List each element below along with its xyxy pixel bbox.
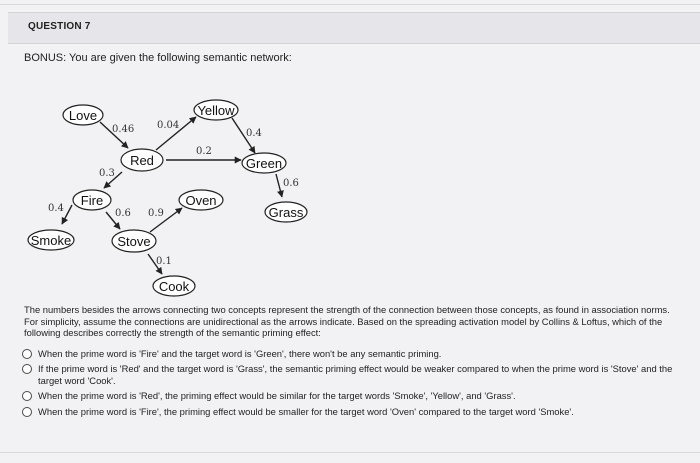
node-smoke: [28, 230, 74, 250]
answer-option-1-label: When the prime word is 'Fire' and the target word is 'Green', there won't be any semantic priming.: [38, 348, 442, 359]
weight-fire-stove: 0.6: [115, 208, 131, 219]
node-fire: [73, 190, 111, 210]
edge-green-grass: [276, 174, 282, 197]
answer-option-2[interactable]: [22, 363, 682, 386]
node-love-label: Love: [68, 108, 98, 123]
node-stove: [112, 230, 156, 252]
bottom-divider: [0, 452, 700, 453]
node-stove-label: Stove: [117, 234, 151, 249]
weight-red-green: 0.2: [196, 146, 212, 157]
node-cook-label: Cook: [158, 279, 190, 294]
answer-options: [22, 348, 682, 421]
node-yellow-label: Yellow: [197, 103, 235, 118]
weight-stove-cook: 0.1: [156, 256, 172, 267]
question-header-bar: [8, 12, 700, 44]
node-love: [63, 105, 103, 125]
answer-option-4-label: When the prime word is 'Fire', the priming effect would be smaller for the target word 'Oven' compared to the target word 'Smoke'.: [38, 405, 574, 417]
weight-love-red: 0.46: [112, 124, 135, 135]
radio-button-icon[interactable]: [22, 349, 32, 359]
weight-red-yellow: 0.04: [157, 120, 180, 131]
radio-button-icon[interactable]: [22, 364, 32, 374]
answer-option-4[interactable]: [22, 406, 682, 417]
question-title: QUESTION 7: [28, 21, 91, 32]
answer-option-2-label: If the prime word is 'Red' and the target word is 'Grass', the semantic priming effect would be weaker compared to when the prime word is 'Stove' and the target word 'Cook'.: [38, 363, 673, 386]
semantic-network-diagram: [0, 90, 360, 300]
answer-option-3-label: When the prime word is 'Red', the priming effect would be similar for the target words 'Smoke', 'Yellow', and 'Grass'.: [38, 390, 516, 402]
weight-green-grass: 0.6: [283, 178, 299, 189]
answer-option-1[interactable]: [22, 348, 682, 359]
node-grass-label: Grass: [268, 205, 304, 220]
weight-yellow-green: 0.4: [246, 128, 262, 139]
node-green: [242, 153, 286, 173]
radio-button-icon[interactable]: [22, 407, 32, 417]
node-cook: [153, 276, 195, 296]
node-smoke-label: Smoke: [30, 233, 72, 248]
answer-option-3[interactable]: [22, 390, 682, 401]
question-description: The numbers besides the arrows connecting two concepts represent the strength of the connection between those concepts, as found in association norms. For simplicity, assume the connections are unidirectional as the arrows indicate. Based on the spreading activation model by Collins & Loftus, which of the following describes correctly the strength of the semantic priming effect:: [24, 304, 670, 339]
node-green-label: Green: [245, 156, 283, 171]
question-prompt: BONUS: You are given the following semantic network:: [24, 52, 292, 64]
radio-button-icon[interactable]: [22, 391, 32, 401]
node-red: [121, 149, 163, 171]
weight-fire-smoke: 0.4: [48, 203, 64, 214]
weight-stove-oven: 0.9: [148, 208, 164, 219]
node-oven-label: Oven: [185, 193, 217, 208]
weight-red-fire: 0.3: [99, 168, 115, 179]
node-red-label: Red: [130, 153, 154, 168]
node-grass: [265, 202, 307, 222]
top-divider: [0, 4, 700, 5]
node-fire-label: Fire: [80, 193, 104, 208]
node-oven: [179, 190, 223, 210]
node-yellow: [194, 100, 238, 120]
